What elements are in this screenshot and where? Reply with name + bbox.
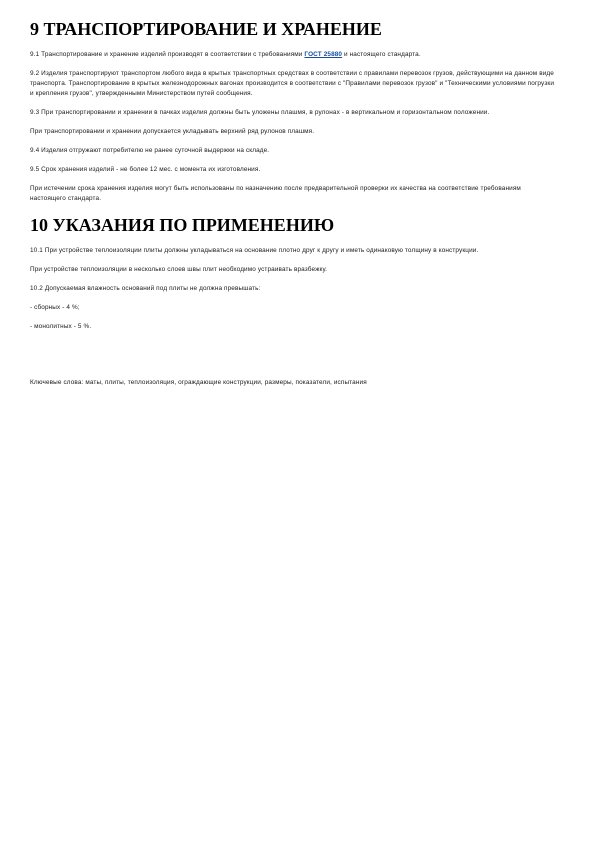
paragraph-9-2: 9.2 Изделия транспортируют транспортом любого вида в крытых транспортных средствах в соответствии с правилами перевозок грузов, действующими на данном виде транспорта. Транспортирование в крытых железнодорожных вагонах производится в соответствии с "Правилами перевозок грузов" и "Техническими условиями погрузки и крепления грузов", утвержденными Министерством путей сообщения.	[30, 70, 555, 97]
gost-25880-link[interactable]: ГОСТ 25880	[304, 51, 343, 58]
section-10-heading: 10 УКАЗАНИЯ ПО ПРИМЕНЕНИЮ	[30, 215, 335, 235]
paragraph-9-1-text-after: и настоящего стандарта.	[342, 51, 421, 58]
paragraph-9-4: 9.4 Изделия отгружают потребителю не ранее суточной выдержки на складе.	[30, 147, 270, 154]
paragraph-9-3: 9.3 При транспортировании и хранении в пачках изделия должны быть уложены плашмя, в рулонах - в вертикальном и горизонтальном положении.	[30, 109, 490, 116]
paragraph-9-1-text-before: 9.1 Транспортирование и хранение изделий производят в соответствии с требованиями	[30, 51, 305, 58]
paragraph-9-3-note: При транспортировании и хранении допускается укладывать верхний ряд рулонов плашмя.	[30, 128, 315, 135]
paragraph-10-1-note: При устройстве теплоизоляции в несколько слоев швы плит необходимо устраивать вразбежку.	[30, 266, 328, 273]
paragraph-10-2: 10.2 Допускаемая влажность оснований под плиты не должна превышать:	[30, 285, 261, 292]
section-9	[30, 18, 555, 204]
keywords-line: Ключевые слова: маты, плиты, теплоизоляция, ограждающие конструкции, размеры, показатели, испытания	[30, 379, 367, 386]
list-item-prefab: - сборных - 4 %;	[30, 304, 80, 311]
list-item-monolithic: - монолитных - 5 %.	[30, 323, 92, 330]
section-10	[30, 214, 555, 332]
paragraph-9-1	[30, 50, 555, 60]
paragraph-10-1: 10.1 При устройстве теплоизоляции плиты должны укладываться на основание плотно друг к другу и иметь одинаковую толщину в конструкции.	[30, 247, 479, 254]
section-9-heading: 9 ТРАНСПОРТИРОВАНИЕ И ХРАНЕНИЕ	[30, 19, 382, 39]
paragraph-9-5-note: При истечении срока хранения изделия могут быть использованы по назначению после предварительной проверки их качества на соответствие требованиям настоящего стандарта.	[30, 185, 521, 202]
paragraph-9-5: 9.5 Срок хранения изделий - не более 12 мес. с момента их изготовления.	[30, 166, 261, 173]
